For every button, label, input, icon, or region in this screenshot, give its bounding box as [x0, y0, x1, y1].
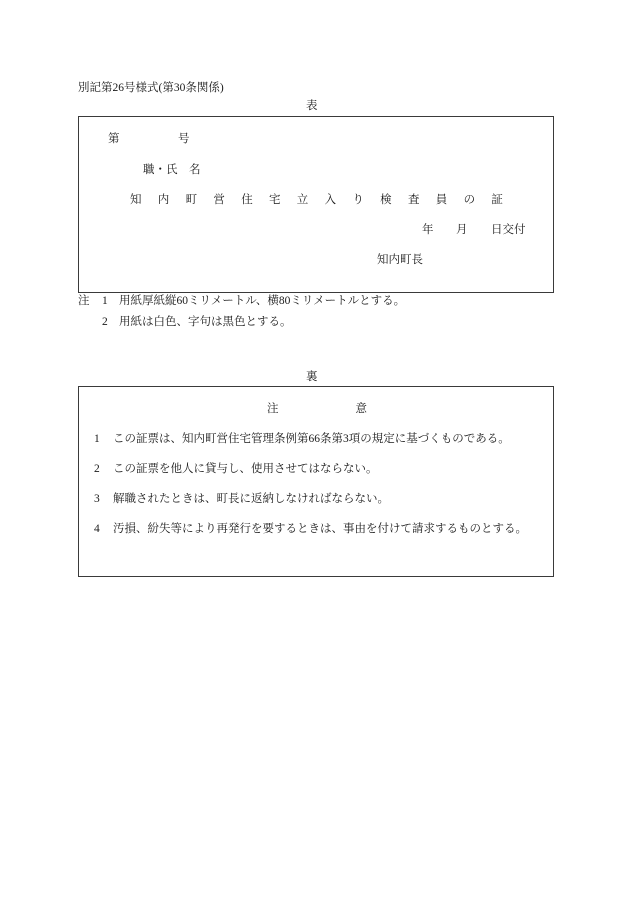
- note-text: 用紙厚紙縦60ミリメートル、横80ミリメートルとする。: [119, 295, 406, 307]
- card-title-char: り: [352, 194, 364, 206]
- card-title-char: の: [463, 194, 476, 206]
- back-item-text: 解職されたときは、町長に返納しなければならない。: [113, 493, 389, 505]
- card-title-char: 住: [241, 194, 253, 206]
- position-name-label: 職・氏 名: [143, 164, 201, 176]
- notes-label: 注: [78, 295, 90, 307]
- card-title-char: 立: [296, 194, 309, 206]
- issuer-name: 知内町長: [377, 254, 423, 266]
- back-item-text: この証票を他人に貸与し、使用させてはならない。: [113, 463, 378, 475]
- note-number: 1: [102, 295, 108, 307]
- back-heading-char: 注: [267, 403, 279, 415]
- back-heading: [267, 402, 367, 416]
- date-month-label: 月: [456, 224, 468, 236]
- date-year-label: 年: [422, 224, 434, 236]
- number-suffix: 号: [178, 133, 190, 145]
- back-heading-char: 意: [355, 403, 367, 415]
- back-item-number: 2: [94, 463, 100, 475]
- card-title-char: 員: [435, 194, 448, 206]
- card-title-char: 査: [407, 194, 420, 206]
- back-item-number: 4: [94, 523, 100, 535]
- date-day-issued-label: 日交付: [491, 224, 526, 236]
- note-number: 2: [102, 316, 108, 328]
- number-prefix: 第: [108, 133, 120, 145]
- note-text: 用紙は白色、字句は黒色とする。: [119, 316, 292, 328]
- card-title-char: 内: [157, 194, 170, 206]
- card-title-char: 入: [324, 194, 337, 206]
- back-item-text: この証票は、知内町営住宅管理条例第66条第3項の規定に基づくものである。: [113, 433, 510, 445]
- front-side-label: 表: [306, 100, 318, 112]
- back-item-number: 3: [94, 493, 100, 505]
- card-title-char: 知: [130, 194, 142, 206]
- back-side-label: 裏: [306, 371, 318, 383]
- back-item-text: 汚損、紛失等により再発行を要するときは、事由を付けて請求するものとする。: [113, 523, 527, 535]
- back-item-number: 1: [94, 433, 100, 445]
- card-title-char: 証: [491, 194, 503, 206]
- card-title-char: 町: [185, 194, 198, 206]
- card-title: [130, 193, 503, 207]
- card-title-char: 営: [213, 194, 225, 206]
- card-title-char: 宅: [268, 194, 281, 206]
- card-title-char: 検: [380, 194, 392, 206]
- form-title: 別記第26号様式(第30条関係): [78, 82, 224, 94]
